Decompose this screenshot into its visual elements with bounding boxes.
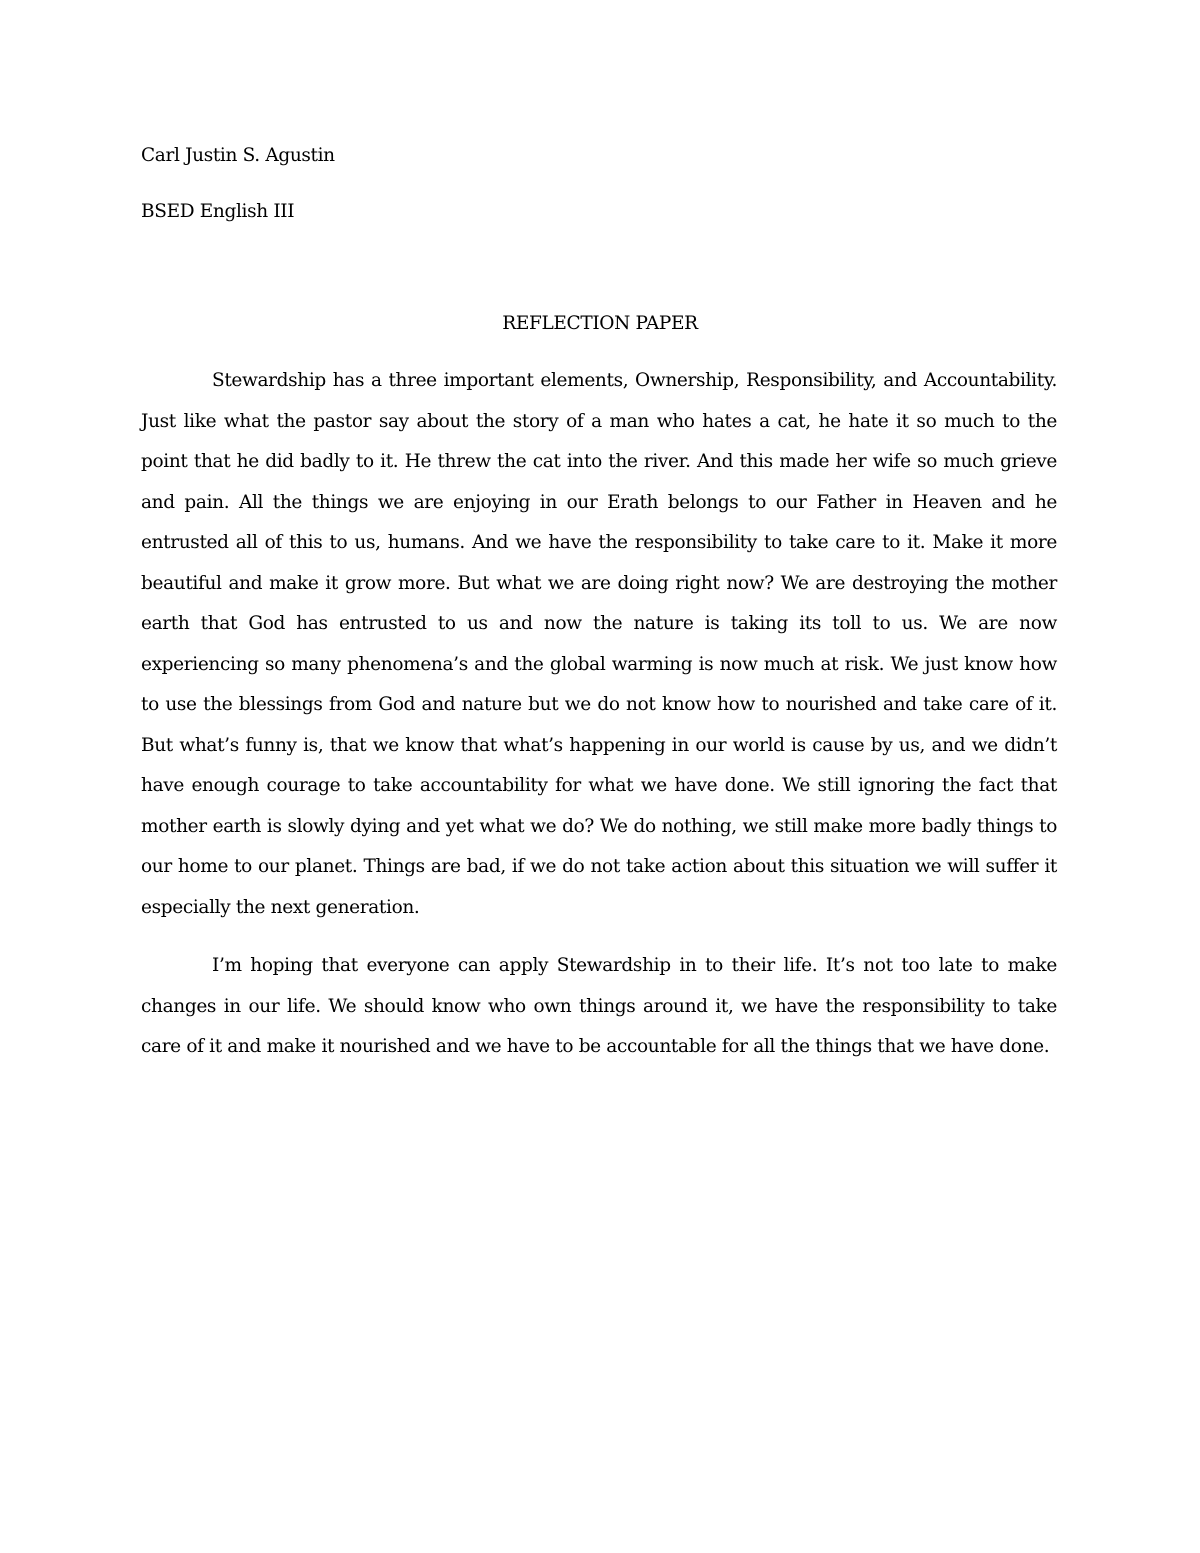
- author-name: Carl Justin S. Agustin: [141, 145, 335, 166]
- body-paragraph-1: Stewardship has a three important elements, Ownership, Responsibility, and Accountability. Just like what the pastor say about the story of a man who hates a cat, he hate it so much to the point that he did badly to it. He threw the cat into the river. And this made her wife so much grieve and pain. All the things we are enjoying in our Erath belongs to our Father in Heaven and he entrusted all of this to us, humans. And we have the responsibility to take care to it. Make it more beautiful and make it grow more. But what we are doing right now? We are destroying the mother earth that God has entrusted to us and now the nature is taking its toll to us. We are now experiencing so many phenomena’s and the global warming is now much at risk. We just know how to use the blessings from God and nature but we do not know how to nourished and take care of it. But what’s funny is, that we know that what’s happening in our world is cause by us, and we didn’t have enough courage to take accountability for what we have done. We still ignoring the fact that mother earth is slowly dying and yet what we do? We do nothing, we still make more badly things to our home to our planet. Things are bad, if we do not take action about this situation we will suffer it especially the next generation.: [141, 370, 1057, 918]
- paper-title: REFLECTION PAPER: [502, 313, 698, 334]
- body-paragraph-2: I’m hoping that everyone can apply Stewardship in to their life. It’s not too late to make changes in our life. We should know who own things around it, we have the responsibility to take care of it and make it nourished and we have to be accountable for all the things that we have done.: [141, 955, 1057, 1057]
- course-name: BSED English III: [141, 201, 295, 222]
